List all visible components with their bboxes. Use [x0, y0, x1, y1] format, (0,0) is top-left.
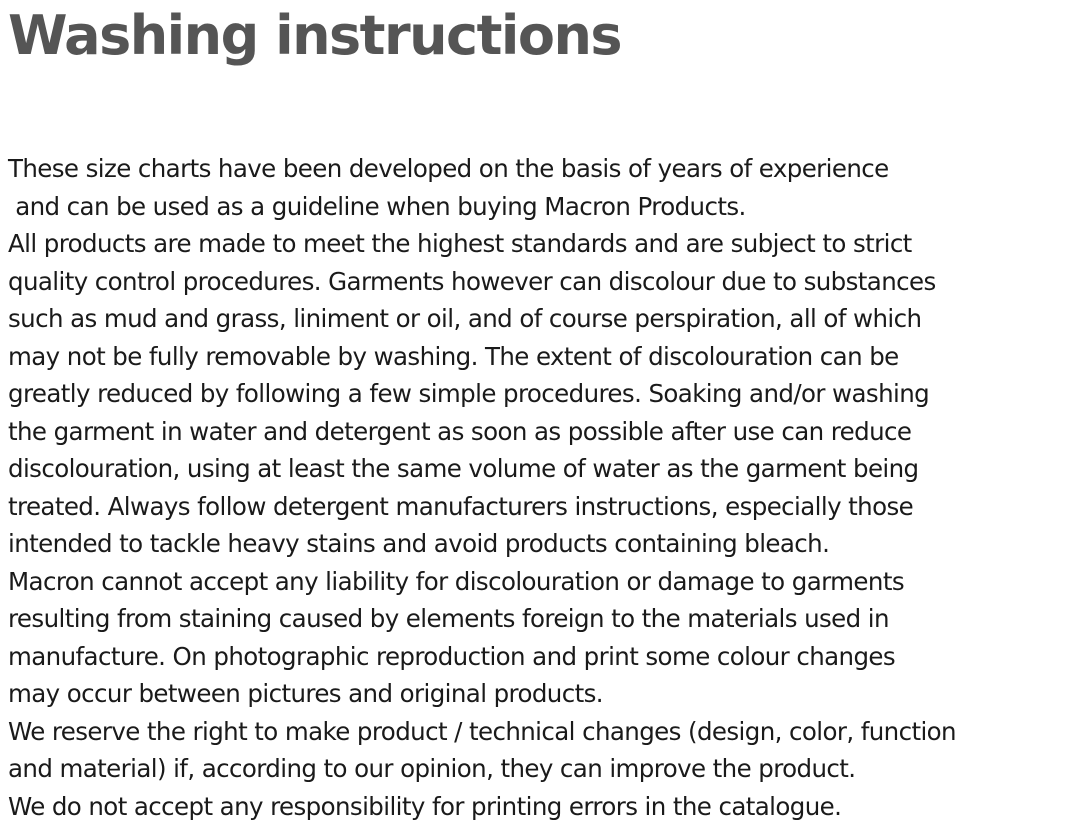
- text-line: We reserve the right to make product / technical changes (design, color, function: [8, 716, 956, 746]
- text-line: resulting from staining caused by elements foreign to the materials used in: [8, 604, 889, 633]
- text-line: These size charts have been developed on the basis of years of experience: [8, 154, 889, 183]
- text-line: may occur between pictures and original products.: [8, 679, 603, 708]
- text-line: Macron cannot accept any liability for discolouration or damage to garments: [8, 566, 905, 596]
- text-line: may not be fully removable by washing. The extent of discolouration can be: [8, 341, 899, 371]
- instructions-text: [8, 150, 956, 825]
- page-title: Washing instructions: [8, 4, 622, 67]
- text-line: the garment in water and detergent as soon as possible after use can reduce: [8, 416, 912, 446]
- text-line: greatly reduced by following a few simple procedures. Soaking and/or washing: [8, 379, 930, 408]
- text-line: All products are made to meet the highest standards and are subject to strict: [8, 229, 912, 258]
- text-line: We do not accept any responsibility for printing errors in the catalogue.: [8, 791, 842, 821]
- text-line: intended to tackle heavy stains and avoid products containing bleach.: [8, 529, 830, 558]
- text-line: discolouration, using at least the same volume of water as the garment being: [8, 454, 919, 483]
- text-line: and material) if, according to our opinion, they can improve the product.: [8, 754, 856, 783]
- text-line: treated. Always follow detergent manufacturers instructions, especially those: [8, 491, 914, 521]
- text-line: quality control procedures. Garments however can discolour due to substances: [8, 266, 936, 296]
- text-line: manufacture. On photographic reproduction and print some colour changes: [8, 641, 896, 671]
- text-line: such as mud and grass, liniment or oil, and of course perspiration, all of which: [8, 304, 922, 333]
- text-line: and can be used as a guideline when buying Macron Products.: [8, 191, 746, 221]
